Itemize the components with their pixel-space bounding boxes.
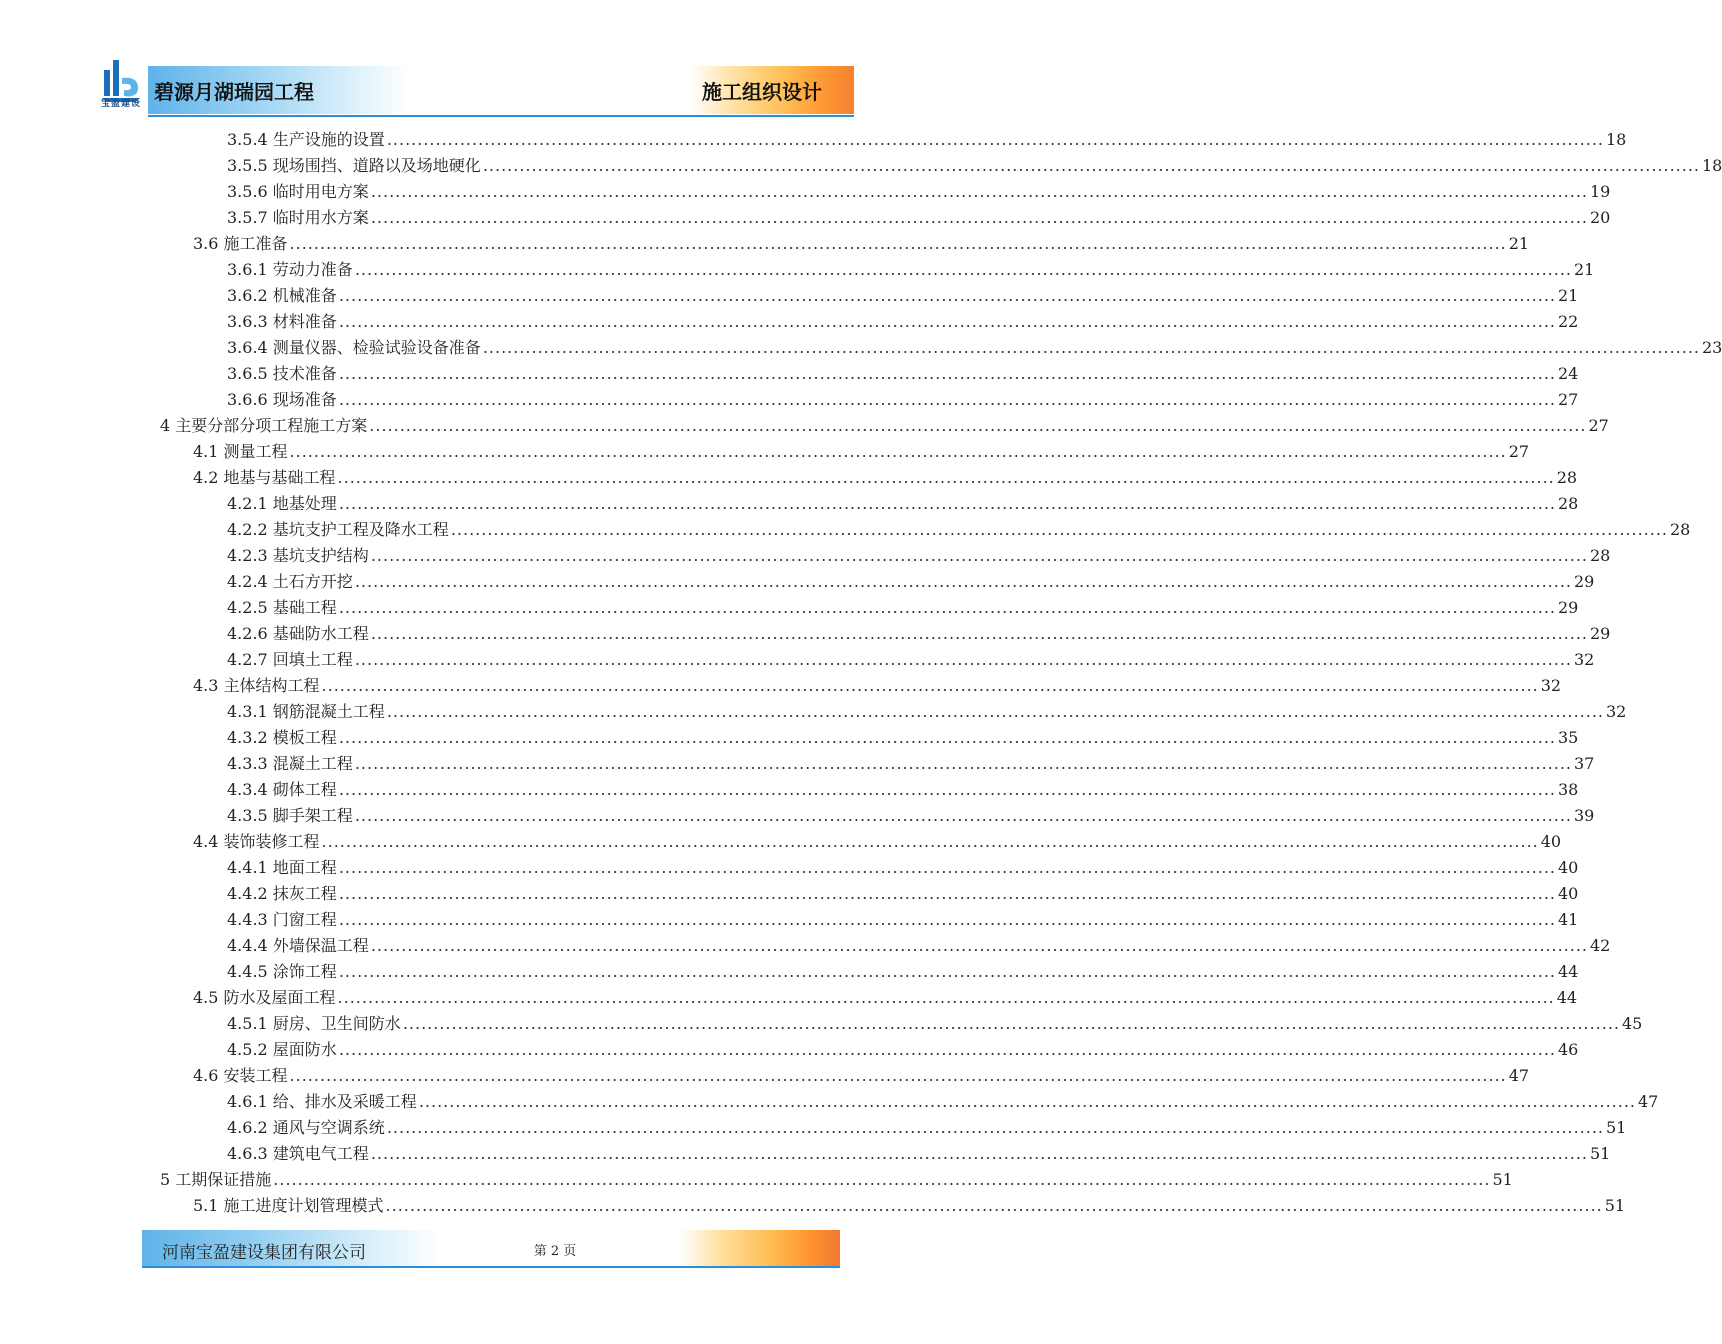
- toc-entry[interactable]: [227, 882, 1579, 906]
- toc-entry[interactable]: [227, 856, 1579, 880]
- logo-text: 宝盈建设: [100, 99, 141, 109]
- toc-entry[interactable]: [227, 284, 1579, 308]
- toc-entry-page: 42: [1590, 936, 1611, 955]
- toc-entry[interactable]: [227, 648, 1595, 672]
- toc-dot-leader: ........................................................................................................................................................................................................: [289, 1066, 1507, 1085]
- toc-entry[interactable]: [193, 674, 1562, 698]
- toc-entry-title: 3.6 施工准备: [193, 234, 288, 253]
- toc-entry-page: 20: [1590, 208, 1611, 227]
- toc-dot-leader: ........................................................................................................................................................................................................: [337, 468, 1555, 487]
- toc-dot-leader: ........................................................................................................................................................................................................: [354, 650, 1572, 669]
- page-number: 第 2 页: [533, 1244, 577, 1259]
- toc-dot-leader: ........................................................................................................................................................................................................: [338, 910, 1556, 929]
- toc-dot-leader: ........................................................................................................................................................................................................: [289, 442, 1507, 461]
- toc-entry[interactable]: [227, 310, 1579, 334]
- toc-entry[interactable]: [193, 1064, 1530, 1088]
- document-title: 施工组织设计: [702, 80, 822, 104]
- toc-entry[interactable]: [227, 544, 1611, 568]
- toc-dot-leader: ........................................................................................................................................................................................................: [370, 546, 1588, 565]
- toc-entry-title: 4.3.4 砌体工程: [227, 780, 337, 799]
- toc-entry-title: 3.6.4 测量仪器、检验试验设备准备: [227, 338, 481, 357]
- toc-entry-page: 18: [1702, 156, 1722, 175]
- toc-dot-leader: ........................................................................................................................................................................................................: [273, 1170, 1491, 1189]
- toc-entry-title: 3.6.2 机械准备: [227, 286, 337, 305]
- toc-entry-page: 24: [1558, 364, 1579, 383]
- toc-entry-title: 3.6.3 材料准备: [227, 312, 337, 331]
- toc-dot-leader: ........................................................................................................................................................................................................: [370, 208, 1588, 227]
- toc-dot-leader: ........................................................................................................................................................................................................: [418, 1092, 1636, 1111]
- toc-entry-title: 4.2.3 基坑支护结构: [227, 546, 369, 565]
- toc-entry[interactable]: [227, 1090, 1659, 1114]
- toc-entry-page: 35: [1558, 728, 1579, 747]
- toc-dot-leader: ........................................................................................................................................................................................................: [338, 312, 1556, 331]
- toc-entry-title: 4.5.2 屋面防水: [227, 1040, 337, 1059]
- toc-entry-page: 32: [1606, 702, 1627, 721]
- toc-entry-title: 4.2 地基与基础工程: [193, 468, 336, 487]
- toc-entry-page: 32: [1574, 650, 1595, 669]
- toc-entry[interactable]: [227, 700, 1627, 724]
- header-divider: [148, 115, 854, 117]
- footer-divider: [142, 1266, 840, 1268]
- toc-entry[interactable]: [227, 388, 1579, 412]
- toc-entry-title: 4.2.7 回填土工程: [227, 650, 353, 669]
- toc-entry-title: 4.4.2 抹灰工程: [227, 884, 337, 903]
- toc-entry-page: 37: [1574, 754, 1595, 773]
- footer-company-name: 河南宝盈建设集团有限公司: [162, 1243, 366, 1263]
- toc-entry[interactable]: [227, 570, 1595, 594]
- toc-dot-leader: ........................................................................................................................................................................................................: [321, 676, 1539, 695]
- toc-entry-title: 4.2.2 基坑支护工程及降水工程: [227, 520, 449, 539]
- toc-entry[interactable]: [227, 128, 1627, 152]
- toc-entry[interactable]: [227, 778, 1579, 802]
- project-title: 碧源月湖瑞园工程: [154, 80, 314, 104]
- toc-entry-title: 4.6.2 通风与空调系统: [227, 1118, 385, 1137]
- toc-entry-page: 40: [1558, 858, 1579, 877]
- toc-entry-title: 4.3.1 钢筋混凝土工程: [227, 702, 385, 721]
- toc-entry-page: 45: [1622, 1014, 1643, 1033]
- toc-entry-page: 27: [1588, 416, 1609, 435]
- toc-entry-title: 4.3.3 混凝土工程: [227, 754, 353, 773]
- toc-dot-leader: ........................................................................................................................................................................................................: [370, 624, 1588, 643]
- toc-entry-page: 41: [1558, 910, 1579, 929]
- toc-entry[interactable]: [227, 596, 1579, 620]
- toc-entry-title: 4.4 装饰装修工程: [193, 832, 320, 851]
- toc-dot-leader: ........................................................................................................................................................................................................: [338, 390, 1556, 409]
- toc-entry[interactable]: [227, 726, 1579, 750]
- toc-entry-title: 3.5.5 现场围挡、道路以及场地硬化: [227, 156, 481, 175]
- toc-entry-title: 4.2.6 基础防水工程: [227, 624, 369, 643]
- toc-dot-leader: ........................................................................................................................................................................................................: [370, 1144, 1588, 1163]
- toc-entry-title: 4.6 安装工程: [193, 1066, 288, 1085]
- toc-dot-leader: ........................................................................................................................................................................................................: [482, 156, 1700, 175]
- toc-dot-leader: ........................................................................................................................................................................................................: [338, 780, 1556, 799]
- toc-entry[interactable]: [227, 1142, 1611, 1166]
- toc-entry-title: 3.6.6 现场准备: [227, 390, 337, 409]
- toc-entry-page: 21: [1558, 286, 1579, 305]
- toc-dot-leader: ........................................................................................................................................................................................................: [338, 364, 1556, 383]
- toc-entry-page: 51: [1590, 1144, 1611, 1163]
- toc-entry-page: 21: [1574, 260, 1595, 279]
- toc-entry-page: 29: [1590, 624, 1611, 643]
- toc-entry[interactable]: [227, 518, 1691, 542]
- toc-entry[interactable]: [193, 830, 1562, 854]
- toc-entry[interactable]: [227, 622, 1611, 646]
- toc-dot-leader: ........................................................................................................................................................................................................: [354, 572, 1572, 591]
- toc-entry-title: 5 工期保证措施: [160, 1170, 272, 1189]
- toc-entry-title: 4.2.1 地基处理: [227, 494, 337, 513]
- toc-dot-leader: ........................................................................................................................................................................................................: [337, 988, 1555, 1007]
- toc-entry-page: 32: [1540, 676, 1562, 695]
- toc-entry-title: 4.6.1 给、排水及采暖工程: [227, 1092, 417, 1111]
- toc-dot-leader: ........................................................................................................................................................................................................: [370, 936, 1588, 955]
- toc-entry-page: 28: [1590, 546, 1611, 565]
- toc-entry[interactable]: [193, 440, 1530, 464]
- toc-entry-title: 4.3.2 模板工程: [227, 728, 337, 747]
- toc-entry-page: 44: [1558, 962, 1579, 981]
- toc-entry-page: 47: [1638, 1092, 1659, 1111]
- toc-entry-title: 4 主要分部分项工程施工方案: [160, 416, 368, 435]
- toc-dot-leader: ........................................................................................................................................................................................................: [450, 520, 1668, 539]
- toc-entry[interactable]: [227, 336, 1722, 360]
- toc-entry[interactable]: [227, 258, 1595, 282]
- toc-entry-title: 4.4.1 地面工程: [227, 858, 337, 877]
- toc-dot-leader: ........................................................................................................................................................................................................: [338, 962, 1556, 981]
- toc-entry-title: 4.3.5 脚手架工程: [227, 806, 353, 825]
- toc-entry-page: 19: [1590, 182, 1611, 201]
- toc-entry[interactable]: [193, 1194, 1626, 1218]
- toc-entry-page: 44: [1556, 988, 1578, 1007]
- toc-entry-page: 29: [1574, 572, 1595, 591]
- toc-entry-title: 4.2.4 土石方开挖: [227, 572, 353, 591]
- toc-entry[interactable]: [160, 1168, 1513, 1192]
- toc-entry-page: 27: [1508, 442, 1530, 461]
- toc-entry-page: 29: [1558, 598, 1579, 617]
- toc-entry[interactable]: [227, 206, 1611, 230]
- toc-entry[interactable]: [227, 180, 1611, 204]
- toc-entry-page: 23: [1702, 338, 1722, 357]
- toc-entry[interactable]: [227, 908, 1579, 932]
- page-header: [0, 0, 950, 120]
- toc-entry[interactable]: [227, 154, 1722, 178]
- toc-dot-leader: ........................................................................................................................................................................................................: [369, 416, 1587, 435]
- toc-entry-title: 4.4.4 外墙保温工程: [227, 936, 369, 955]
- toc-entry-page: 47: [1508, 1066, 1530, 1085]
- toc-entry[interactable]: [227, 960, 1579, 984]
- toc-entry[interactable]: [193, 466, 1578, 490]
- toc-dot-leader: ........................................................................................................................................................................................................: [354, 754, 1572, 773]
- toc-dot-leader: ........................................................................................................................................................................................................: [386, 702, 1604, 721]
- toc-entry-page: 46: [1558, 1040, 1579, 1059]
- toc-entry[interactable]: [227, 1038, 1579, 1062]
- toc-dot-leader: ........................................................................................................................................................................................................: [385, 1196, 1603, 1215]
- toc-entry-page: 27: [1558, 390, 1579, 409]
- toc-dot-leader: ........................................................................................................................................................................................................: [402, 1014, 1620, 1033]
- toc-dot-leader: ........................................................................................................................................................................................................: [289, 234, 1507, 253]
- toc-dot-leader: ........................................................................................................................................................................................................: [386, 130, 1604, 149]
- toc-entry-page: 21: [1508, 234, 1530, 253]
- toc-entry[interactable]: [193, 986, 1578, 1010]
- toc-entry[interactable]: [227, 1116, 1627, 1140]
- toc-entry-page: 22: [1558, 312, 1579, 331]
- toc-entry-title: 3.5.7 临时用水方案: [227, 208, 369, 227]
- toc-dot-leader: ........................................................................................................................................................................................................: [338, 728, 1556, 747]
- toc-entry-page: 40: [1540, 832, 1562, 851]
- toc-dot-leader: ........................................................................................................................................................................................................: [354, 260, 1572, 279]
- toc-entry[interactable]: [193, 232, 1530, 256]
- toc-entry-page: 28: [1558, 494, 1579, 513]
- toc-entry-title: 4.4.3 门窗工程: [227, 910, 337, 929]
- toc-entry[interactable]: [227, 752, 1595, 776]
- toc-entry-page: 51: [1604, 1196, 1626, 1215]
- toc-entry[interactable]: [227, 804, 1595, 828]
- toc-dot-leader: ........................................................................................................................................................................................................: [482, 338, 1700, 357]
- toc-entry-title: 3.6.1 劳动力准备: [227, 260, 353, 279]
- toc-dot-leader: ........................................................................................................................................................................................................: [338, 858, 1556, 877]
- toc-dot-leader: ........................................................................................................................................................................................................: [338, 1040, 1556, 1059]
- toc-entry-title: 4.6.3 建筑电气工程: [227, 1144, 369, 1163]
- toc-entry-page: 18: [1606, 130, 1627, 149]
- toc-entry-page: 39: [1574, 806, 1595, 825]
- toc-entry-title: 4.4.5 涂饰工程: [227, 962, 337, 981]
- toc-entry-page: 28: [1670, 520, 1691, 539]
- toc-dot-leader: ........................................................................................................................................................................................................: [338, 286, 1556, 305]
- toc-dot-leader: ........................................................................................................................................................................................................: [370, 182, 1588, 201]
- toc-entry-title: 4.1 测量工程: [193, 442, 288, 461]
- toc-dot-leader: ........................................................................................................................................................................................................: [386, 1118, 1604, 1137]
- toc-entry-title: 4.2.5 基础工程: [227, 598, 337, 617]
- toc-entry-title: 3.6.5 技术准备: [227, 364, 337, 383]
- toc-dot-leader: ........................................................................................................................................................................................................: [321, 832, 1539, 851]
- toc-entry-page: 51: [1606, 1118, 1627, 1137]
- toc-entry-title: 4.5.1 厨房、卫生间防水: [227, 1014, 401, 1033]
- toc-entry-title: 5.1 施工进度计划管理模式: [193, 1196, 384, 1215]
- toc-entry-page: 51: [1492, 1170, 1513, 1189]
- toc-entry-page: 28: [1556, 468, 1578, 487]
- toc-entry-title: 4.3 主体结构工程: [193, 676, 320, 695]
- toc-dot-leader: ........................................................................................................................................................................................................: [338, 494, 1556, 513]
- toc-dot-leader: ........................................................................................................................................................................................................: [354, 806, 1572, 825]
- toc-dot-leader: ........................................................................................................................................................................................................: [338, 884, 1556, 903]
- toc-dot-leader: ........................................................................................................................................................................................................: [338, 598, 1556, 617]
- toc-entry[interactable]: [227, 362, 1579, 386]
- toc-entry-title: 4.5 防水及屋面工程: [193, 988, 336, 1007]
- toc-entry-title: 3.5.6 临时用电方案: [227, 182, 369, 201]
- toc-entry[interactable]: [227, 934, 1611, 958]
- toc-entry-page: 38: [1558, 780, 1579, 799]
- toc-entry-page: 40: [1558, 884, 1579, 903]
- toc-entry[interactable]: [227, 492, 1579, 516]
- toc-entry[interactable]: [227, 1012, 1643, 1036]
- toc-entry-title: 3.5.4 生产设施的设置: [227, 130, 385, 149]
- toc-entry[interactable]: [160, 414, 1609, 438]
- footer-right-banner: [680, 1230, 840, 1268]
